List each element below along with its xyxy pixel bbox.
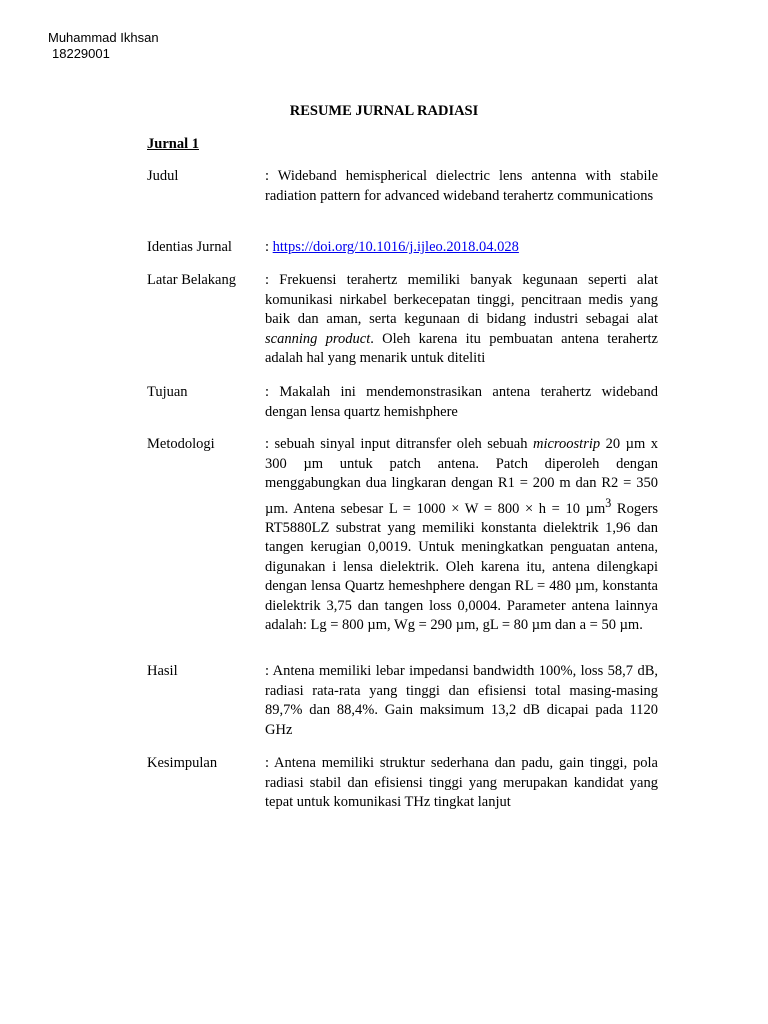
row-value-metodologi <box>265 435 658 636</box>
row-hasil <box>147 662 658 740</box>
latar-text-1: : Frekuensi terahertz memiliki banyak kegunaan seperti alat komunikasi nirkabel berkecepatan tinggi, pencitraan medis yang baik dan aman, serta kegunaan di bidang industri sebagai alat <box>265 272 658 327</box>
row-value-latar-belakang <box>265 271 658 369</box>
row-judul <box>147 167 658 206</box>
metodologi-superscript: 3 <box>605 495 612 510</box>
row-value-judul: : Wideband hemispherical dielectric lens antenna with stabile radiation pattern for advanced wideband terahertz communications <box>265 168 658 204</box>
row-label-metodologi: Metodologi <box>147 436 215 452</box>
row-value-kesimpulan: : Antena memiliki struktur sederhana dan padu, gain tinggi, pola radiasi stabil dan efisiensi tinggi yang merupakan kandidat yang tepat untuk komunikasi THz tingkat lanjut <box>265 755 658 810</box>
author-id: 18229001 <box>52 46 110 61</box>
author-name: Muhammad Ikhsan <box>48 30 159 45</box>
row-tujuan <box>147 383 658 422</box>
metodologi-text-3: Rogers RT5880LZ substrat yang memiliki konstanta dielektrik 1,96 dan tangen kerugian 0,0019. Untuk meningkatkan penguatan antena, digunakan i lensa dielektrik. Oleh karena itu, antena dilengkapi dengan lensa Quartz hemeshphere dengan RL = 480 µm, konstanta dielektrik 3,75 dan tangen loss 0,0004. Parameter antena lainnya adalah: Lg = 800 µm, Wg = 290 µm, gL = 80 µm dan a = 50 µm. <box>265 500 658 634</box>
metodologi-text-1: : sebuah sinyal input ditransfer oleh sebuah <box>265 436 533 452</box>
doi-link[interactable]: https://doi.org/10.1016/j.ijleo.2018.04.028 <box>272 239 519 255</box>
row-label-identitas: Identias Jurnal <box>147 239 232 255</box>
row-kesimpulan <box>147 754 658 813</box>
row-identitas <box>147 238 658 258</box>
row-value-hasil: : Antena memiliki lebar impedansi bandwidth 100%, loss 58,7 dB, radiasi rata-rata yang tinggi dan efisiensi total masing-masing 89,7% dan 88,4%. Gain maksimum 13,2 dB dicapai pada 1120 GHz <box>265 663 658 738</box>
page-title: RESUME JURNAL RADIASI <box>289 103 479 119</box>
row-label-kesimpulan: Kesimpulan <box>147 755 218 771</box>
row-label-hasil: Hasil <box>147 663 178 679</box>
row-metodologi <box>147 435 658 636</box>
jurnal-heading: Jurnal 1 <box>147 136 199 152</box>
metodologi-emphasis: microostrip <box>532 436 601 452</box>
row-value-identitas <box>265 238 658 258</box>
row-label-latar-belakang: Latar Belakang <box>147 272 236 288</box>
row-label-judul: Judul <box>147 168 179 184</box>
latar-emphasis: scanning product <box>265 330 371 347</box>
metodologi-text-2: 20 µm x 300 µm untuk patch antena. Patch diperoleh dengan menggabungkan dua lingkaran dengan R1 = 200 m dan R2 = 350 µm. Antena sebesar L = 1000 × W = 800 × h = 10 µm <box>265 436 658 517</box>
identitas-prefix: : <box>265 239 273 255</box>
row-label-tujuan: Tujuan <box>147 384 188 400</box>
row-latar-belakang <box>147 271 658 369</box>
latar-text-2: . Oleh karena itu pembuatan antena terahertz adalah hal yang menarik untuk diteliti <box>265 330 658 366</box>
row-value-tujuan: : Makalah ini mendemonstrasikan antena terahertz wideband dengan lensa quartz hemishphere <box>265 384 658 420</box>
author-block <box>48 30 159 62</box>
